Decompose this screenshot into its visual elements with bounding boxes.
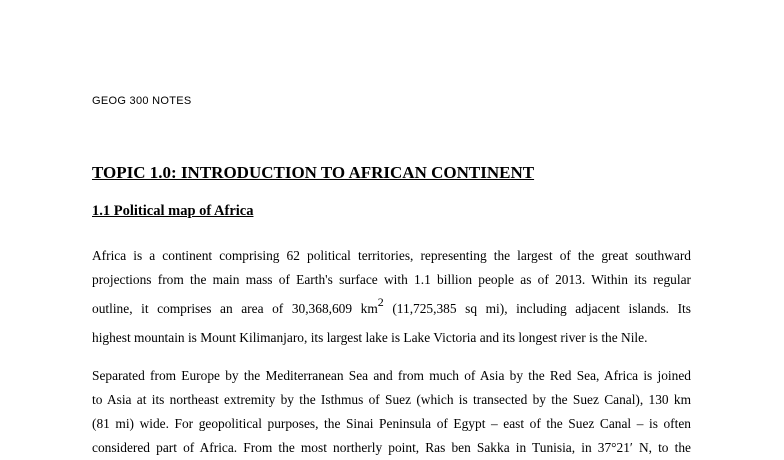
paragraph-2-line-2: to Asia at its northeast extremity by the Isthmus of Suez (which is transected by the Suez Canal), 130 km (92, 392, 691, 407)
paragraph-1 (92, 244, 691, 350)
paragraph-1-line-1: Africa is a continent comprising 62 political territories, representing the largest of the great southward (92, 248, 691, 263)
paragraph-1-line-3 (92, 292, 691, 326)
paragraph-2 (92, 364, 691, 460)
paragraph-2-line-1: Separated from Europe by the Mediterranean Sea and from much of Asia by the Red Sea, Africa is joined (92, 368, 691, 383)
paragraph-2-line-3: (81 mi) wide. For geopolitical purposes, the Sinai Peninsula of Egypt – east of the Suez Canal – is often (92, 416, 691, 431)
paragraph-1-line-2: projections from the main mass of Earth's surface with 1.1 billion people as of 2013. Within its regular (92, 272, 691, 287)
header-note: GEOG 300 NOTES (92, 95, 192, 107)
topic-title: TOPIC 1.0: INTRODUCTION TO AFRICAN CONTINENT (92, 163, 535, 182)
superscript-two: 2 (377, 294, 384, 309)
paragraph-1-line-3-start: outline, it comprises an area of 30,368,609 km (92, 301, 378, 316)
paragraph-1-line-3-end: (11,725,385 sq mi), including adjacent islands. Its (383, 301, 691, 316)
paragraph-1-line-4: highest mountain is Mount Kilimanjaro, its largest lake is Lake Victoria and its longest river is the Nile. (92, 330, 648, 345)
section-title: 1.1 Political map of Africa (92, 203, 254, 219)
paragraph-2-line-4: considered part of Africa. From the most northerly point, Ras ben Sakka in Tunisia, in 37°21′ N, to the (92, 440, 691, 455)
